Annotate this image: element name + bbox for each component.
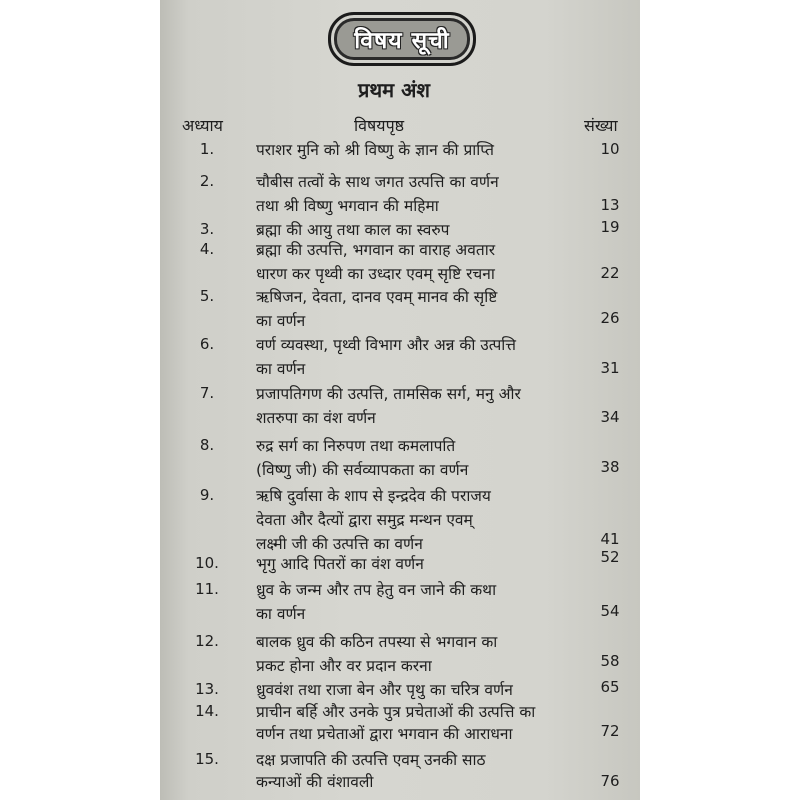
chapter-title-line: पराशर मुनि को श्री विष्णु के ज्ञान की प्राप्ति [256, 141, 494, 159]
column-header-chapter: अध्याय [182, 116, 223, 135]
page-number: 10 [600, 140, 620, 158]
title-badge [328, 12, 476, 66]
chapter-number: 2. [199, 172, 215, 190]
chapter-title-line: ऋषि दुर्वासा के शाप से इन्द्रदेव की पराजय [256, 487, 491, 505]
chapter-number: 11. [195, 580, 219, 598]
column-header-subject: विषयपृष्ठ [354, 116, 405, 135]
chapter-title-line: देवता और दैत्यों द्वारा समुद्र मन्थन एवम् [256, 511, 473, 529]
chapter-title-line: शतरुपा का वंश वर्णन [256, 409, 376, 427]
chapter-number: 4. [199, 240, 215, 258]
chapter-title-line: (विष्णु जी) की सर्वव्यापकता का वर्णन [256, 461, 469, 479]
page-number: 54 [600, 602, 620, 620]
page-number: 19 [600, 218, 620, 236]
chapter-title-line: धारण कर पृथ्वी का उध्दार एवम् सृष्टि रचना [256, 265, 495, 283]
chapter-number: 15. [195, 750, 219, 768]
chapter-title-line: ब्रह्मा की आयु तथा काल का स्वरुप [256, 221, 450, 239]
page-number: 22 [600, 264, 620, 282]
chapter-title-line: तथा श्री विष्णु भगवान की महिमा [256, 197, 439, 215]
chapter-title-line: रुद्र सर्ग का निरुपण तथा कमलापति [256, 437, 456, 455]
chapter-title-line: ध्रुव के जन्म और तप हेतु वन जाने की कथा [256, 581, 497, 599]
chapter-title-line: का वर्णन [256, 312, 306, 330]
chapter-title-line: चौबीस तत्वों के साथ जगत उत्पत्ति का वर्णन [256, 173, 499, 191]
page-number: 34 [600, 408, 620, 426]
chapter-number: 9. [199, 486, 215, 504]
chapter-title-line: वर्णन तथा प्रचेताओं द्वारा भगवान की आराधना [256, 725, 513, 743]
page-number: 65 [600, 678, 620, 696]
page-number: 31 [600, 359, 620, 377]
chapter-title-line: प्रकट होना और वर प्रदान करना [256, 657, 432, 675]
book-page [160, 0, 640, 800]
chapter-title-line: प्रजापतिगण की उत्पत्ति, तामसिक सर्ग, मनु और [256, 385, 521, 403]
chapter-title-line: वर्ण व्यवस्था, पृथ्वी विभाग और अन्न की उत्पत्ति [256, 336, 517, 354]
page-number: 38 [600, 458, 620, 476]
chapter-number: 7. [199, 384, 215, 402]
chapter-title-line: ध्रुववंश तथा राजा बेन और पृथु का चरित्र वर्णन [256, 681, 513, 699]
page-number: 72 [600, 722, 620, 740]
page-number: 13 [600, 196, 620, 214]
chapter-title-line: भृगु आदि पितरों का वंश वर्णन [256, 555, 424, 573]
chapter-title-line: का वर्णन [256, 360, 306, 378]
chapter-title-line: लक्ष्मी जी की उत्पत्ति का वर्णन [256, 535, 423, 553]
chapter-title-line: प्राचीन बर्हि और उनके पुत्र प्रचेताओं की उत्पत्ति का [256, 703, 536, 721]
page-number: 58 [600, 652, 620, 670]
page-number: 76 [600, 772, 620, 790]
page-number: 52 [600, 548, 620, 566]
chapter-title-line: ब्रह्मा की उत्पत्ति, भगवान का वाराह अवतार [256, 241, 496, 259]
chapter-number: 13. [195, 680, 219, 698]
chapter-number: 5. [199, 287, 215, 305]
chapter-number: 14. [195, 702, 219, 720]
page-title: विषय सूची [354, 28, 450, 54]
chapter-title-line: दक्ष प्रजापति की उत्पत्ति एवम् उनकी साठ [256, 751, 486, 769]
chapter-title-line: कन्याओं की वंशावली [256, 773, 374, 791]
chapter-title-line: का वर्णन [256, 605, 306, 623]
page-number: 26 [600, 309, 620, 327]
chapter-number: 10. [195, 554, 219, 572]
part-heading: प्रथम अंश [358, 78, 430, 102]
chapter-number: 8. [199, 436, 215, 454]
chapter-title-line: ऋषिजन, देवता, दानव एवम् मानव की सृष्टि [256, 288, 498, 306]
column-header-page: संख्या [584, 116, 618, 135]
chapter-number: 1. [199, 140, 215, 158]
chapter-number: 6. [199, 335, 215, 353]
chapter-number: 3. [199, 220, 215, 238]
chapter-number: 12. [195, 632, 219, 650]
page-number: 41 [600, 530, 620, 548]
chapter-title-line: बालक ध्रुव की कठिन तपस्या से भगवान का [256, 633, 498, 651]
